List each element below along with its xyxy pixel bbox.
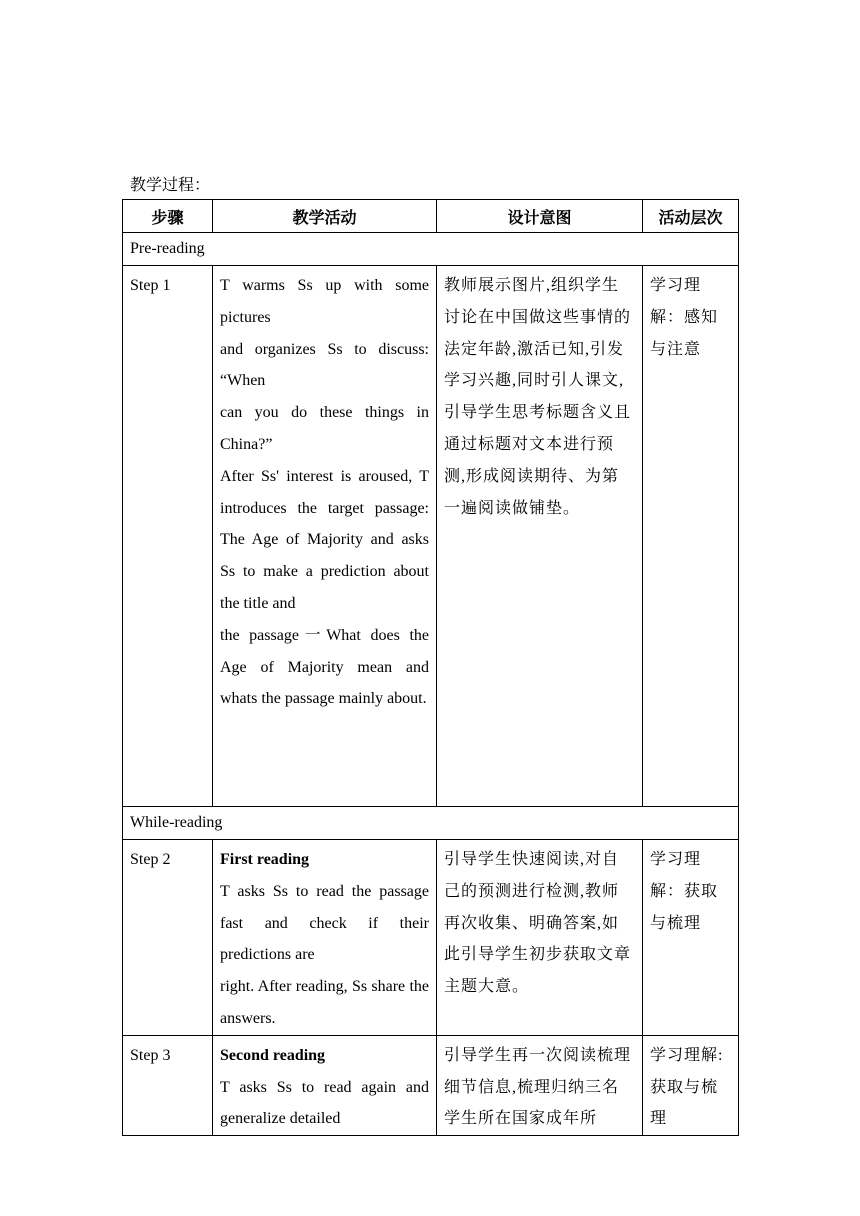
- activity-line: T warms Ss up with some pictures: [220, 277, 429, 326]
- header-step: 步骤: [123, 200, 213, 233]
- section-label-while-reading: While-reading: [123, 807, 739, 840]
- activity-line: the passage一What does the Age of Majority mean and whats the passage mainly about.: [220, 626, 429, 708]
- activity-line: and organizes Ss to discuss: “When: [220, 340, 429, 390]
- step-label: Step 1: [130, 277, 171, 294]
- section-row-while-reading: [123, 807, 739, 840]
- level-text: 学习理解：获取与梳理: [650, 851, 719, 932]
- header-activity: 教学活动: [213, 200, 437, 233]
- activity-text: [213, 266, 436, 715]
- activity-line: After Ss' interest is aroused, T introduces the target passage: The Age of Majority and asks Ss to make a prediction about the title and: [220, 467, 429, 612]
- step-label: Step 2: [130, 851, 171, 868]
- step-label: Step 3: [130, 1046, 171, 1064]
- activity-line: can you do these things in China?”: [220, 404, 429, 453]
- level-text: 学习理解：感知与注意: [650, 277, 719, 358]
- section-row-pre-reading: [123, 233, 739, 266]
- level-text: 学习理解:获取与梳理: [650, 1046, 724, 1128]
- activity-line: right. After reading, Ss share the answers.: [220, 978, 429, 1027]
- process-caption: 教学过程：: [130, 177, 211, 194]
- header-intent: 设计意图: [437, 200, 643, 233]
- intent-text: 引导学生快速阅读,对自己的预测进行检测,教师再次收集、明确答案,如此引导学生初步获取文章主题大意。: [444, 851, 632, 996]
- header-level: 活动层次: [643, 200, 739, 233]
- table-row: [123, 266, 739, 807]
- section-label-pre-reading: Pre-reading: [123, 233, 739, 266]
- teaching-process-table: [122, 199, 739, 1136]
- activity-line: T asks Ss to read the passage fast and check if their predictions are: [220, 882, 429, 964]
- activity-line: T asks Ss to read again and generalize detailed: [220, 1078, 429, 1128]
- activity-text: [213, 840, 436, 1035]
- intent-text: 教师展示图片,组织学生讨论在中国做这些事情的法定年龄,激活已知,引发学习兴趣,同时引人课文,引导学生思考标题含义且通过标题对文本进行预测,形成阅读期待、为第一遍阅读做铺垫。: [444, 277, 632, 517]
- activity-text: [213, 1036, 436, 1135]
- intent-text: 引导学生再一次阅读梳理细节信息,梳理归纳三名学生所在国家成年所: [444, 1046, 632, 1128]
- table-row: [123, 840, 739, 1036]
- activity-title: Second reading: [220, 1046, 326, 1064]
- table-header-row: [123, 200, 739, 233]
- table-row: [123, 1035, 739, 1135]
- activity-title: First reading: [220, 851, 310, 868]
